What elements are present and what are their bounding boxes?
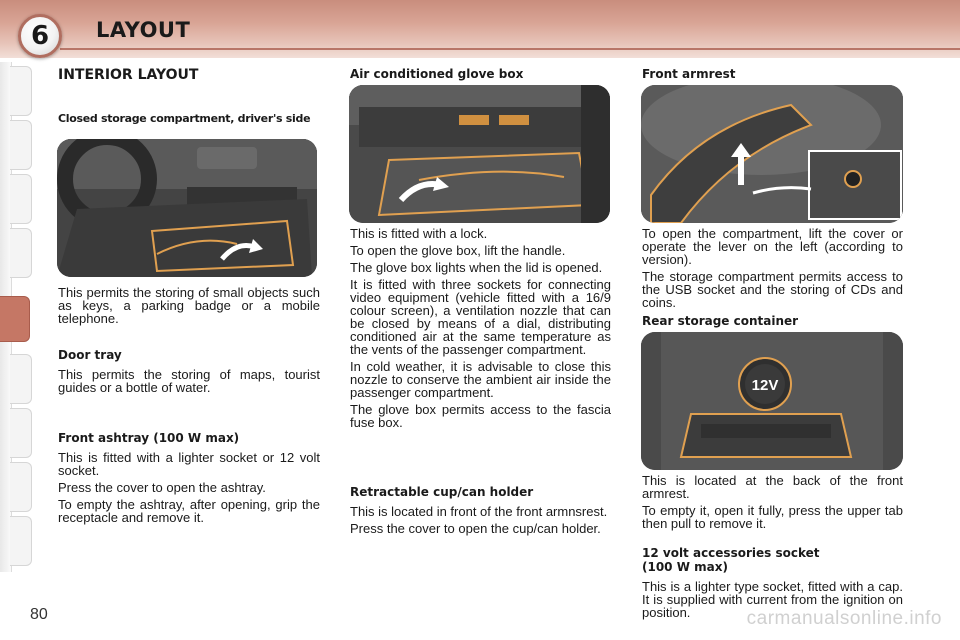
rear-storage-text-2: To empty it, open it fully, press the upper tab then pull to remove it. [642, 503, 903, 531]
armrest-title: Front armrest [642, 67, 736, 81]
glovebox-title: Air conditioned glove box [350, 67, 524, 81]
chapter-number-badge: 6 [18, 14, 62, 58]
cupholder-block [350, 505, 611, 539]
armrest-text-2: The storage compartment permits access to the USB socket and the storing of CDs and coins. [642, 269, 903, 310]
chapter-tab-4[interactable] [10, 228, 32, 278]
socket-title-line-1: 12 volt accessories socket [642, 546, 820, 560]
chapter-tab-8[interactable] [10, 408, 32, 458]
chapter-tab-3[interactable] [10, 174, 32, 224]
chapter-tab-9[interactable] [10, 462, 32, 512]
door-tray-text: This permits the storing of maps, tourist guides or a bottle of water. [58, 367, 320, 395]
storage-text: This permits the storing of small objects such as keys, a parking badge or a mobile telephone. [58, 285, 320, 326]
chapter-tab-2[interactable] [10, 120, 32, 170]
door-tray-block [58, 368, 320, 398]
ashtray-text-3: To empty the ashtray, after opening, grip the receptacle and remove it. [58, 497, 320, 525]
chapter-tab-1[interactable] [10, 66, 32, 116]
chapter-tab-7[interactable] [10, 354, 32, 404]
armrest-text-1: To open the compartment, lift the cover or operate the lever on the left (according to version). [642, 226, 903, 267]
header-divider [60, 48, 960, 50]
door-tray-title: Door tray [58, 348, 122, 362]
chapter-tabs [0, 62, 32, 582]
rear-storage-photo [641, 332, 903, 470]
rear-storage-text-block [642, 474, 903, 534]
glovebox-text-1: This is fitted with a lock. [350, 226, 488, 241]
chapter-title: LAYOUT [96, 18, 191, 42]
rear-storage-text-1: This is located at the back of the front armrest. [642, 473, 903, 501]
socket-12v-label: 12V [751, 377, 779, 394]
ashtray-text-2: Press the cover to open the ashtray. [58, 480, 266, 495]
chapter-tab-6-active[interactable] [0, 296, 30, 342]
ashtray-title: Front ashtray (100 W max) [58, 431, 240, 445]
armrest-photo [641, 85, 903, 223]
socket-text: This is a lighter type socket, fitted with a cap. It is supplied with current from the ignition on position. [642, 579, 903, 620]
ashtray-text-1: This is fitted with a lighter socket or 12 volt socket. [58, 450, 320, 478]
glovebox-text-block [350, 227, 611, 433]
watermark: carmanualsonline.info [746, 608, 942, 629]
page-number: 80 [30, 606, 48, 623]
socket-title [642, 546, 820, 574]
glovebox-text-6: The glove box permits access to the fascia fuse box. [350, 402, 611, 430]
storage-title: Closed storage compartment, driver's side [58, 112, 311, 125]
cupholder-text-1: This is located in front of the front armnsrest. [350, 504, 608, 519]
glovebox-text-2: To open the glove box, lift the handle. [350, 243, 566, 258]
ashtray-block [58, 451, 320, 528]
glovebox-text-4: It is fitted with three sockets for connecting video equipment (vehicle fitted with a 16/9 colour screen), a ventilation nozzle that can be closed by means of a dial, distributing conditioned air at the same temperature as the vents of the passenger compartment. [350, 277, 611, 357]
section-title: INTERIOR LAYOUT [58, 67, 199, 83]
cupholder-title: Retractable cup/can holder [350, 485, 534, 499]
cupholder-text-2: Press the cover to open the cup/can holder. [350, 521, 601, 536]
glovebox-text-5: In cold weather, it is advisable to close this nozzle to conserve the ambient air inside the passenger compartment. [350, 359, 611, 400]
rear-storage-title: Rear storage container [642, 314, 799, 328]
chapter-tab-10[interactable] [10, 516, 32, 566]
glovebox-photo [349, 85, 610, 223]
glovebox-text-3: The glove box lights when the lid is opened. [350, 260, 603, 275]
driver-storage-photo [57, 139, 317, 277]
storage-text-block [58, 286, 320, 329]
socket-title-line-2: (100 W max) [642, 560, 728, 574]
armrest-text-block [642, 227, 903, 313]
